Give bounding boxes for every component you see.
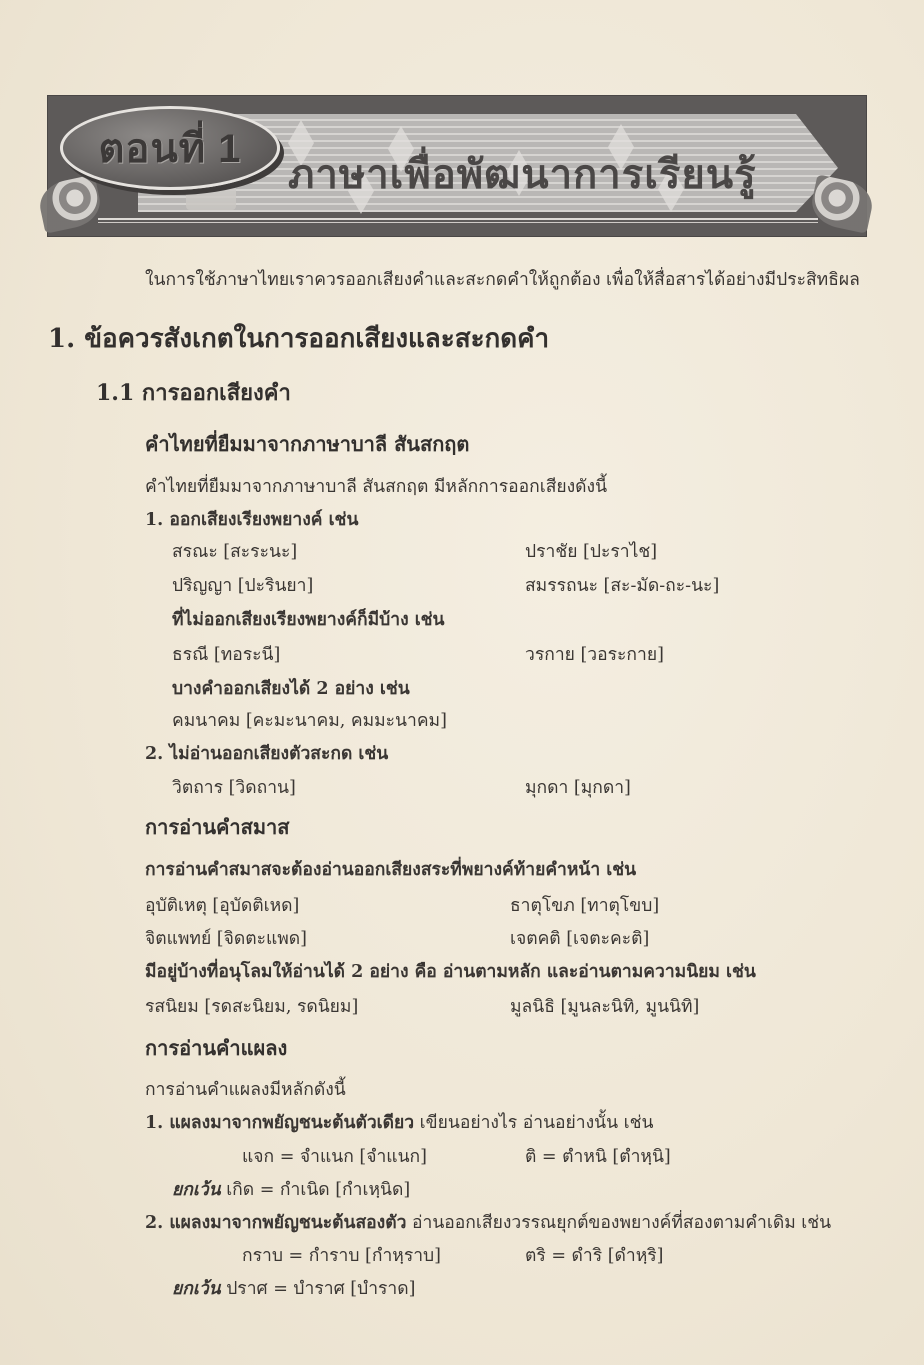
rule-item-bold: 2. แผลงมาจากพยัญชนะต้นสองตัว bbox=[145, 1213, 407, 1233]
subsection-heading: 1.1 การออกเสียงคำ bbox=[96, 380, 291, 406]
section-heading: 1. ข้อควรสังเกตในการออกเสียงและสะกดคำ bbox=[48, 324, 550, 354]
chapter-banner bbox=[47, 95, 867, 237]
rule-item-rest: อ่านออกเสียงวรรณยุกต์ของพยางค์ที่สองตามคำเดิม เช่น bbox=[411, 1213, 832, 1233]
example-right: ปราชัย [ปะราไช] bbox=[525, 542, 658, 562]
example-right: ธาตุโขภ [ทาตุโขบ] bbox=[510, 896, 660, 916]
rule-item-bold: 1. แผลงมาจากพยัญชนะต้นตัวเดียว bbox=[145, 1113, 415, 1133]
example-right: มุกดา [มุกดา] bbox=[525, 778, 631, 798]
rule-item bbox=[145, 1213, 831, 1234]
example-left: ปริญญา [ปะรินยา] bbox=[172, 576, 314, 596]
exception-line bbox=[172, 1279, 415, 1300]
rule-item: 2. ไม่อ่านออกเสียงตัวสะกด เช่น bbox=[145, 744, 389, 764]
example-right: มูลนิธิ [มูนละนิทิ, มูนนิทิ] bbox=[510, 997, 700, 1017]
example-left: ธรณี [ทอระนี] bbox=[172, 645, 281, 665]
example-left: คมนาคม [คะมะนาคม, คมมะนาคม] bbox=[172, 711, 447, 731]
exception-example: ปราศ = บำราศ [บำราด] bbox=[226, 1279, 416, 1299]
exception-line bbox=[172, 1180, 410, 1201]
part-label: ตอนที่ 1 bbox=[98, 127, 242, 171]
example-left: วิตถาร [วิดถาน] bbox=[172, 778, 296, 798]
rule-note: มีอยู่บ้างที่อนุโลมให้อ่านได้ 2 อย่าง คือ อ่านตามหลัก และอ่านตามความนิยม เช่น bbox=[145, 962, 756, 982]
chapter-title: ภาษาเพื่อพัฒนาการเรียนรู้ bbox=[288, 153, 757, 197]
topic-lead: การอ่านคำสมาสจะต้องอ่านออกเสียงสระที่พยางค์ท้ายคำหน้า เช่น bbox=[145, 860, 637, 880]
topic-heading: การอ่านคำสมาส bbox=[145, 815, 290, 839]
part-badge bbox=[60, 106, 280, 190]
intro-paragraph: ในการใช้ภาษาไทยเราควรออกเสียงคำและสะกดคำให้ถูกต้อง เพื่อให้สื่อสารได้อย่างมีประสิทธิผล bbox=[145, 270, 860, 290]
example-left: อุบัติเหตุ [อุบัดติเหด] bbox=[145, 896, 300, 916]
example-right: วรกาย [วอระกาย] bbox=[525, 645, 664, 665]
thai-flourish-icon bbox=[808, 174, 877, 233]
topic-heading: คำไทยที่ยืมมาจากภาษาบาลี สันสกฤต bbox=[145, 432, 470, 456]
example-left: สรณะ [สะระนะ] bbox=[172, 542, 298, 562]
example-right: เจตคติ [เจตะคะติ] bbox=[510, 929, 650, 949]
rule-note: บางคำออกเสียงได้ 2 อย่าง เช่น bbox=[172, 679, 410, 699]
example-left: แจก = จำแนก [จำแนก] bbox=[242, 1147, 427, 1167]
exception-label: ยกเว้น bbox=[172, 1279, 221, 1299]
example-right: สมรรถนะ [สะ-มัด-ถะ-นะ] bbox=[525, 576, 720, 596]
example-right: ตริ = ดำริ [ดำหฺริ] bbox=[525, 1246, 664, 1266]
topic-lead: การอ่านคำแผลงมีหลักดังนี้ bbox=[145, 1080, 346, 1100]
topic-heading: การอ่านคำแผลง bbox=[145, 1036, 288, 1060]
rule-item-rest: เขียนอย่างไร อ่านอย่างนั้น เช่น bbox=[419, 1113, 654, 1133]
rule-note: ที่ไม่ออกเสียงเรียงพยางค์ก็มีบ้าง เช่น bbox=[172, 610, 445, 630]
rule-item bbox=[145, 1113, 653, 1134]
example-right: ติ = ตำหนิ [ตำหฺนิ] bbox=[525, 1147, 671, 1167]
thai-flourish-icon bbox=[36, 174, 105, 233]
example-left: กราบ = กำราบ [กำหฺราบ] bbox=[242, 1246, 441, 1266]
bleed-through-text bbox=[230, 55, 750, 85]
example-left: จิตแพทย์ [จิดตะแพด] bbox=[145, 929, 308, 949]
exception-label: ยกเว้น bbox=[172, 1180, 221, 1200]
rule-item: 1. ออกเสียงเรียงพยางค์ เช่น bbox=[145, 510, 359, 530]
example-left: รสนิยม [รดสะนิยม, รดนิยม] bbox=[145, 997, 359, 1017]
topic-lead: คำไทยที่ยืมมาจากภาษาบาลี สันสกฤต มีหลักการออกเสียงดังนี้ bbox=[145, 477, 608, 497]
banner-underline bbox=[98, 218, 818, 223]
exception-example: เกิด = กำเนิด [กำเหฺนิด] bbox=[226, 1180, 411, 1200]
